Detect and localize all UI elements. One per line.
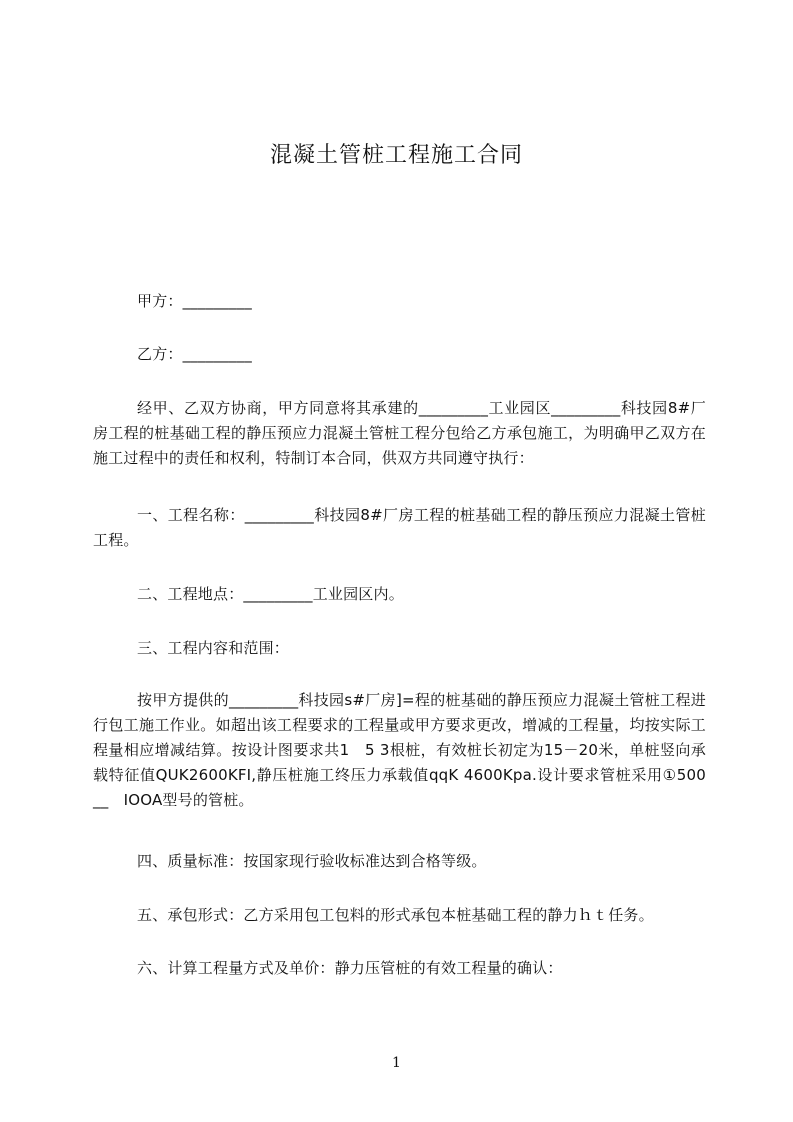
party-b-line: 乙方：_________ — [137, 345, 252, 363]
party-a-line: 甲方：_________ — [137, 292, 252, 310]
section-6-quantity-and-price: 六、计算工程量方式及单价：静力压管桩的有效工程量的确认： — [137, 959, 563, 977]
section-5-contract-form: 五、承包形式：乙方采用包工包料的形式承包本桩基础工程的静力ｈｔ任务。 — [137, 906, 654, 924]
document-title: 混凝土管桩工程施工合同 — [269, 143, 523, 168]
section-3-heading: 三、工程内容和范围： — [137, 639, 290, 657]
intro-paragraph: 经甲、乙双方协商，甲方同意将其承建的_________工业园区_________科技园8#厂房工程的桩基础工程的静压预应力混凝土管桩工程分包给乙方承包施工，为明确甲乙双方在施工过程中的责任和权利，特制订本合同，供双方共同遵守执行： — [93, 399, 706, 467]
section-1-project-name: 一、工程名称：_________科技园8#厂房工程的桩基础工程的静压预应力混凝土管桩工程。 — [93, 506, 706, 549]
page-number: 1 — [392, 1055, 401, 1071]
section-4-quality-standard: 四、质量标准：按国家现行验收标准达到合格等级。 — [137, 852, 487, 870]
section-2-project-location: 二、工程地点：_________工业园区内。 — [137, 585, 404, 603]
section-3-body: 按甲方提供的_________科技园s#厂房]=程的桩基础的静压预应力混凝土管桩工程进行包工施工作业。如超出该工程要求的工程量或甲方要求更改，增减的工程量，均按实际工程量相应增减结算。按设计图要求共1 5 3根桩，有效桩长初定为15－20米，单桩竖向承载特征值QUK2600KFI,静压桩施工终压力承载值qqK 4600Kpa.设计要求管桩采用①500 __ IOOA型号的管桩。 — [93, 691, 711, 809]
